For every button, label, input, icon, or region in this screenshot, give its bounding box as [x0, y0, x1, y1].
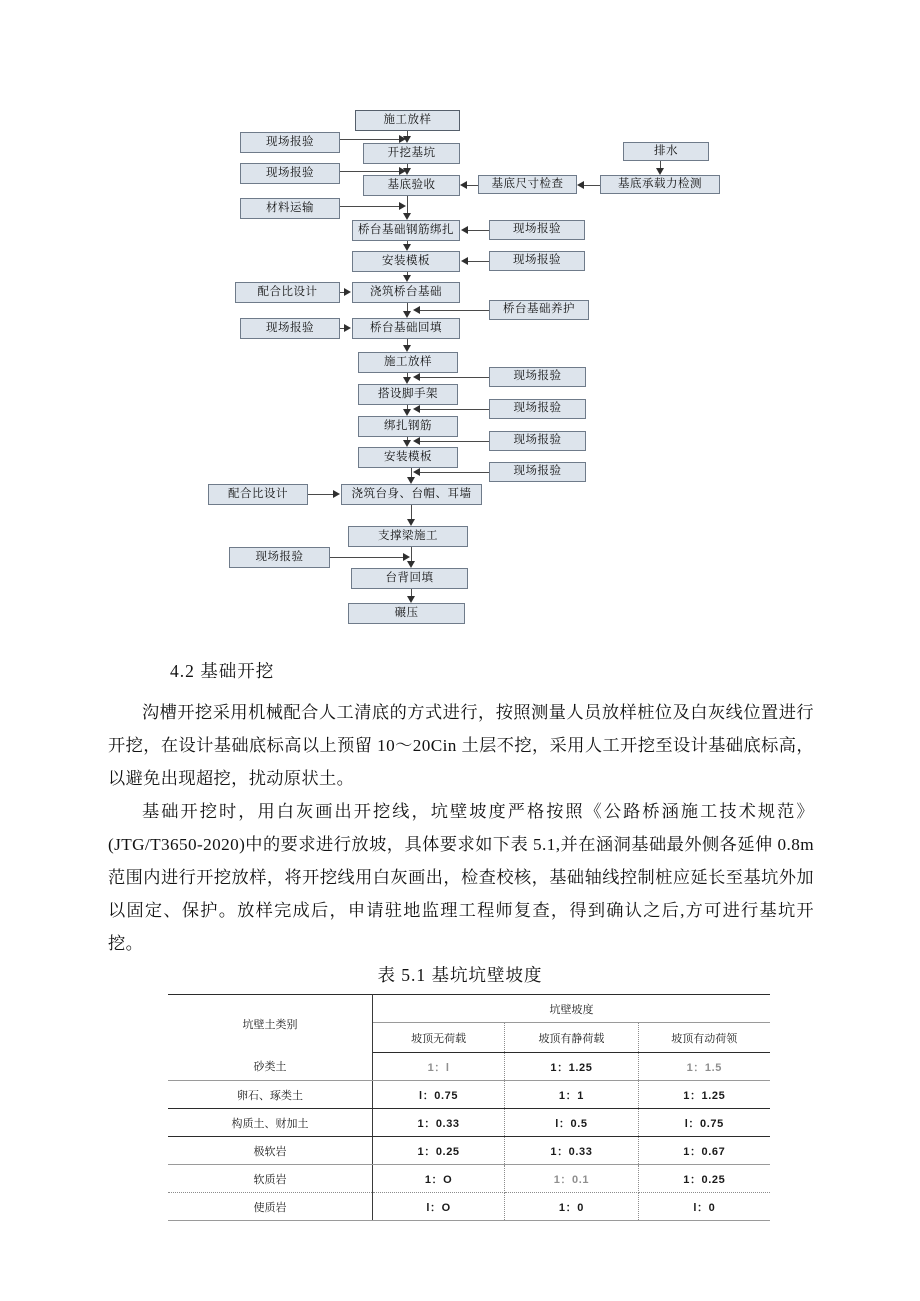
spine-arrow-5 — [403, 311, 411, 318]
table-row — [168, 1137, 770, 1165]
spine-arrow-13 — [407, 596, 415, 603]
cell-soil-category: 使质岩 — [168, 1193, 372, 1221]
cell-slope-value: 1：0.33 — [505, 1137, 638, 1165]
cell-slope-value: 1：0.1 — [505, 1165, 638, 1193]
construction-process-flowchart — [0, 0, 920, 640]
feed-left-arrow-0 — [399, 135, 406, 143]
spine-arrow-9 — [403, 440, 411, 447]
spine-arrow-11 — [407, 519, 415, 526]
feed-right-arrow-2 — [413, 306, 420, 314]
spine-arrow-10 — [407, 477, 415, 484]
feed-left-line-6 — [330, 557, 405, 558]
cell-slope-value: l：0 — [638, 1193, 770, 1221]
chain-arrow-size-to-accept — [460, 181, 467, 189]
spine-arrow-6 — [403, 345, 411, 352]
cell-slope-value: 1：l — [372, 1053, 504, 1081]
flow-node-n21: 搭设脚手架 — [358, 384, 458, 405]
cell-slope-value: l：0.75 — [372, 1081, 504, 1109]
slope-table — [168, 994, 770, 1221]
flow-node-n24: 现场报验 — [489, 431, 586, 451]
cell-slope-value: l：0.5 — [505, 1109, 638, 1137]
header-no-load: 坡顶无荷载 — [372, 1023, 504, 1053]
spine-arrow-12 — [407, 561, 415, 568]
cell-slope-value: 1：0.25 — [372, 1137, 504, 1165]
feed-right-line-3 — [418, 377, 489, 378]
header-soil-category: 坑壁土类别 — [168, 995, 372, 1053]
feed-left-arrow-4 — [344, 324, 351, 332]
feed-left-arrow-6 — [403, 553, 410, 561]
flow-node-n04: 现场报验 — [240, 163, 340, 184]
header-static-load: 坡顶有静荷载 — [505, 1023, 638, 1053]
feed-right-arrow-6 — [413, 468, 420, 476]
feed-right-line-4 — [418, 409, 489, 410]
flow-node-n20: 现场报验 — [489, 367, 586, 387]
feed-right-line-1 — [466, 261, 489, 262]
cell-soil-category: 构质土、财加土 — [168, 1109, 372, 1137]
cell-soil-category: 砂类土 — [168, 1053, 372, 1081]
flow-node-n29: 支撑梁施工 — [348, 526, 468, 547]
section-heading: 4.2 基础开挖 — [170, 661, 275, 681]
cell-soil-category: 极软岩 — [168, 1137, 372, 1165]
flow-node-n05: 基底验收 — [363, 175, 460, 196]
flow-node-n03: 开挖基坑 — [363, 143, 460, 164]
cell-slope-value: 1：O — [372, 1165, 504, 1193]
cell-slope-value: 1：0 — [505, 1193, 638, 1221]
flow-node-n08: 排水 — [623, 142, 709, 161]
flow-node-n18: 桥台基础回填 — [352, 318, 460, 339]
paragraph-excavation-method: 沟槽开挖采用机械配合人工清底的方式进行，按照测量人员放样桩位及白灰线位置进行开挖，在设计基础底标高以上预留 10～20Cin 土层不挖，采用人工开挖至设计基础底标高，以避免出现超挖，扰动原状土。 — [108, 703, 814, 788]
flow-node-n11: 现场报验 — [489, 220, 585, 240]
flow-node-n32: 碾压 — [348, 603, 465, 624]
header-slope-group: 坑壁坡度 — [372, 995, 770, 1023]
flow-node-n06: 基底尺寸检查 — [478, 175, 577, 194]
feed-right-arrow-3 — [413, 373, 420, 381]
flow-node-n09: 材料运输 — [240, 198, 340, 219]
feed-right-arrow-1 — [461, 257, 468, 265]
table-row — [168, 1053, 770, 1081]
flow-node-n07: 基底承载力检测 — [600, 175, 720, 194]
feed-left-arrow-3 — [344, 288, 351, 296]
feed-left-line-2 — [340, 206, 401, 207]
cell-slope-value: 1：1 — [505, 1081, 638, 1109]
feed-left-arrow-5 — [333, 490, 340, 498]
chain-arrow-bearing-to-size — [577, 181, 584, 189]
feed-right-line-5 — [418, 441, 489, 442]
spine-arrow-3 — [403, 244, 411, 251]
spine-arrow-8 — [403, 409, 411, 416]
table-head — [168, 995, 770, 1053]
table-row — [168, 1193, 770, 1221]
flow-node-n02: 现场报验 — [240, 132, 340, 153]
spine-arrow-7 — [403, 377, 411, 384]
flow-node-n19: 施工放样 — [358, 352, 458, 373]
feed-right-line-2 — [418, 310, 489, 311]
chain-line-size-to-accept — [466, 185, 478, 186]
feed-right-line-0 — [466, 230, 489, 231]
chain-line-bearing-to-size — [583, 185, 600, 186]
feed-left-arrow-2 — [399, 202, 406, 210]
flow-node-n15: 浇筑桥台基础 — [352, 282, 460, 303]
cell-slope-value: l：0.75 — [638, 1109, 770, 1137]
header-dynamic-load: 坡顶有动荷领 — [638, 1023, 770, 1053]
drain-to-bearing-arrow — [656, 168, 664, 175]
cell-slope-value: 1：1.25 — [638, 1081, 770, 1109]
flow-node-n28: 浇筑台身、台帽、耳墙 — [341, 484, 482, 505]
cell-soil-category: 软质岩 — [168, 1165, 372, 1193]
feed-left-line-5 — [308, 494, 335, 495]
flow-node-n23: 绑扎钢筋 — [358, 416, 458, 437]
cell-slope-value: l：O — [372, 1193, 504, 1221]
cell-slope-value: 1：0.33 — [372, 1109, 504, 1137]
cell-soil-category: 卵石、琢类土 — [168, 1081, 372, 1109]
flow-node-n13: 现场报验 — [489, 251, 585, 271]
cell-slope-value: 1：1.25 — [505, 1053, 638, 1081]
cell-slope-value: 1：1.5 — [638, 1053, 770, 1081]
feed-left-arrow-1 — [399, 167, 406, 175]
cell-slope-value: 1：0.25 — [638, 1165, 770, 1193]
table-row — [168, 1109, 770, 1137]
paragraph-excavation-layout: 基础开挖时，用白灰画出开挖线，坑壁坡度严格按照《公路桥涵施工技术规范》(JTG/T3650-2020)中的要求进行放坡，具体要求如下表 5.1,并在涵洞基础最外侧各延伸 0.8m 范围内进行开挖放样，将开挖线用白灰画出，检查校核，基础轴线控制桩应延长至基坑外加以固定、保护。放样完成后，申请驻地监理工程师复查，得到确认之后,方可进行基坑开挖。 — [108, 802, 814, 953]
flow-node-n14: 配合比设计 — [235, 282, 340, 303]
spine-arrow-4 — [403, 275, 411, 282]
table-row — [168, 1081, 770, 1109]
feed-right-arrow-4 — [413, 405, 420, 413]
flow-node-n12: 安装模板 — [352, 251, 460, 272]
flow-node-n01: 施工放样 — [355, 110, 460, 131]
table-row — [168, 1165, 770, 1193]
table-header-row-group — [168, 995, 770, 1023]
flow-node-n16: 桥台基础养护 — [489, 300, 589, 320]
table-body — [168, 1053, 770, 1221]
flow-node-n22: 现场报验 — [489, 399, 586, 419]
feed-right-arrow-5 — [413, 437, 420, 445]
cell-slope-value: 1：0.67 — [638, 1137, 770, 1165]
table-title: 表 5.1 基坑坑壁坡度 — [377, 965, 543, 985]
flow-node-n30: 现场报验 — [229, 547, 330, 568]
flow-node-n27: 配合比设计 — [208, 484, 308, 505]
spine-arrow-2 — [403, 213, 411, 220]
flow-node-n31: 台背回填 — [351, 568, 468, 589]
flow-node-n26: 现场报验 — [489, 462, 586, 482]
flow-node-n25: 安装模板 — [358, 447, 458, 468]
flow-node-n10: 桥台基础钢筋绑扎 — [352, 220, 460, 241]
flow-node-n17: 现场报验 — [240, 318, 340, 339]
feed-left-line-0 — [340, 139, 401, 140]
feed-right-line-6 — [418, 472, 489, 473]
feed-left-line-1 — [340, 171, 401, 172]
feed-right-arrow-0 — [461, 226, 468, 234]
